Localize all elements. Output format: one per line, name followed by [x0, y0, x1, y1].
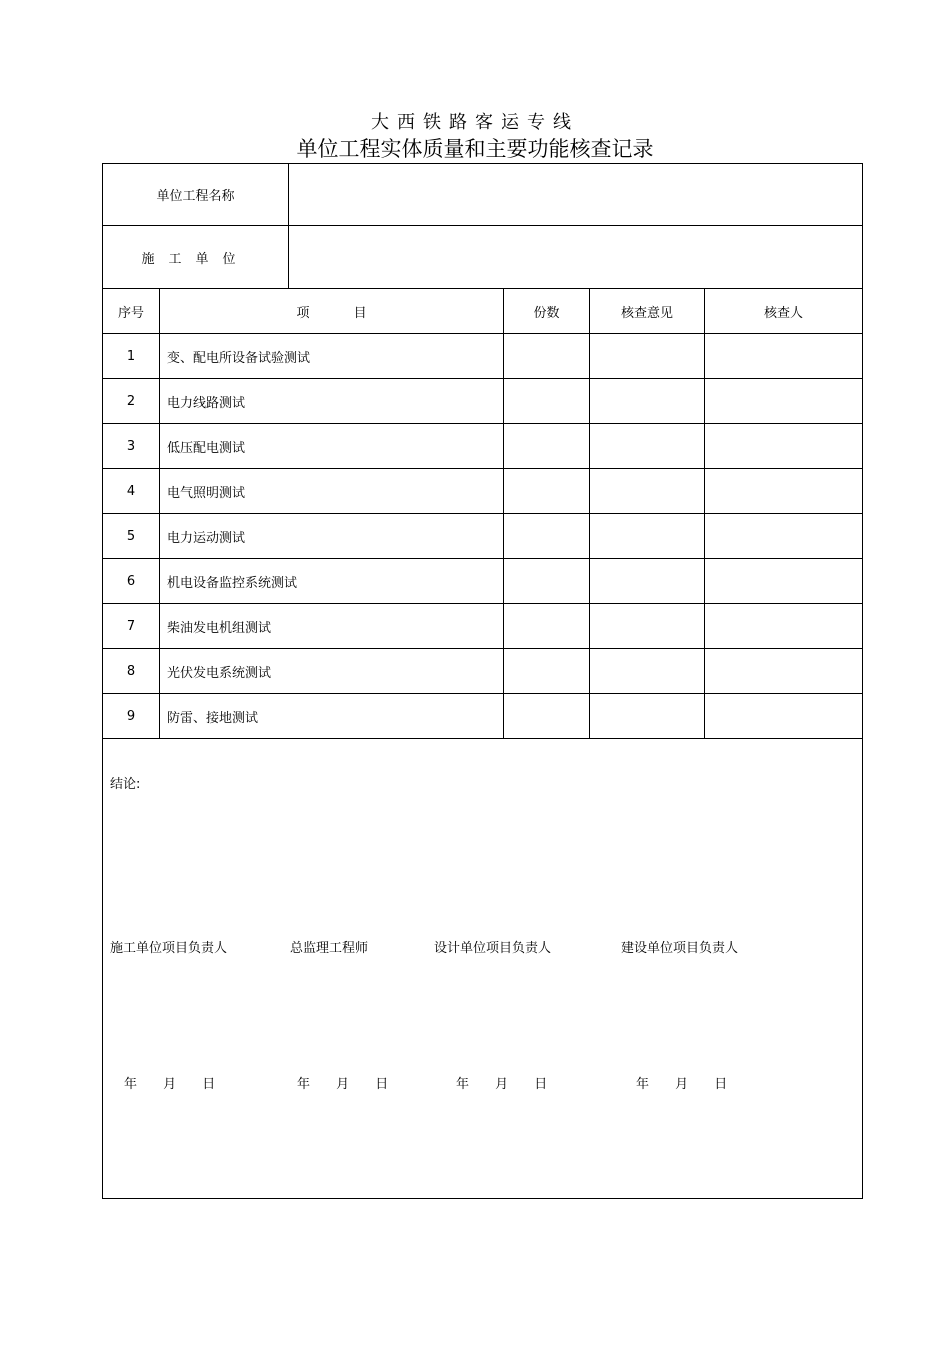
table-row	[103, 469, 863, 514]
signatory-owner-manager: 建设单位项目负责人	[621, 941, 739, 956]
row-opinion-field[interactable]	[590, 604, 705, 649]
row-no: 2	[103, 379, 160, 424]
row-checker-field[interactable]	[705, 514, 863, 559]
conclusion-row	[103, 739, 863, 1199]
inspection-form	[102, 163, 863, 1199]
unit-project-row	[103, 164, 863, 226]
row-checker-field[interactable]	[705, 649, 863, 694]
row-no: 6	[103, 559, 160, 604]
row-item: 机电设备监控系统测试	[160, 559, 504, 604]
conclusion-label: 结论:	[110, 777, 141, 792]
row-copies-field[interactable]	[504, 424, 590, 469]
table-row	[103, 559, 863, 604]
row-item: 防雷、接地测试	[160, 694, 504, 739]
row-item: 变、配电所设备试验测试	[160, 334, 504, 379]
row-no: 1	[103, 334, 160, 379]
row-copies-field[interactable]	[504, 559, 590, 604]
row-opinion-field[interactable]	[590, 379, 705, 424]
header-opinion: 核查意见	[590, 289, 705, 334]
table-row	[103, 334, 863, 379]
date-owner-manager: 年 月 日	[636, 1077, 728, 1092]
table-row	[103, 604, 863, 649]
unit-project-label: 单位工程名称	[103, 164, 289, 226]
signatory-chief-supervisor: 总监理工程师	[290, 941, 369, 956]
row-copies-field[interactable]	[504, 514, 590, 559]
document-title: 单位工程实体质量和主要功能核查记录	[296, 137, 654, 161]
row-copies-field[interactable]	[504, 379, 590, 424]
row-no: 7	[103, 604, 160, 649]
table-row	[103, 379, 863, 424]
row-checker-field[interactable]	[705, 469, 863, 514]
unit-project-field[interactable]	[289, 164, 863, 226]
table-row	[103, 649, 863, 694]
signatory-construction-manager: 施工单位项目负责人	[110, 941, 228, 956]
row-copies-field[interactable]	[504, 604, 590, 649]
row-item: 柴油发电机组测试	[160, 604, 504, 649]
row-opinion-field[interactable]	[590, 694, 705, 739]
row-no: 8	[103, 649, 160, 694]
row-no: 4	[103, 469, 160, 514]
header-checker: 核查人	[705, 289, 863, 334]
row-checker-field[interactable]	[705, 379, 863, 424]
table-row	[103, 694, 863, 739]
row-item: 电力线路测试	[160, 379, 504, 424]
row-checker-field[interactable]	[705, 694, 863, 739]
row-checker-field[interactable]	[705, 334, 863, 379]
row-opinion-field[interactable]	[590, 469, 705, 514]
conclusion-cell[interactable]	[103, 739, 863, 1199]
header-no: 序号	[103, 289, 160, 334]
header-item: 项 目	[160, 289, 504, 334]
row-copies-field[interactable]	[504, 469, 590, 514]
row-copies-field[interactable]	[504, 334, 590, 379]
row-checker-field[interactable]	[705, 604, 863, 649]
row-opinion-field[interactable]	[590, 424, 705, 469]
row-item: 电气照明测试	[160, 469, 504, 514]
row-item: 电力运动测试	[160, 514, 504, 559]
row-checker-field[interactable]	[705, 424, 863, 469]
row-opinion-field[interactable]	[590, 334, 705, 379]
row-checker-field[interactable]	[705, 559, 863, 604]
date-construction-manager: 年 月 日	[124, 1077, 216, 1092]
construction-unit-row	[103, 226, 863, 289]
row-copies-field[interactable]	[504, 649, 590, 694]
header-copies: 份数	[504, 289, 590, 334]
table-header-row	[103, 289, 863, 334]
signatory-design-manager: 设计单位项目负责人	[434, 941, 552, 956]
row-opinion-field[interactable]	[590, 559, 705, 604]
row-opinion-field[interactable]	[590, 649, 705, 694]
construction-unit-label: 施工单位	[103, 226, 289, 289]
table-row	[103, 514, 863, 559]
row-item: 低压配电测试	[160, 424, 504, 469]
row-no: 3	[103, 424, 160, 469]
row-no: 5	[103, 514, 160, 559]
document-supertitle: 大西铁路客运专线	[371, 112, 579, 133]
date-chief-supervisor: 年 月 日	[297, 1077, 389, 1092]
row-copies-field[interactable]	[504, 694, 590, 739]
date-design-manager: 年 月 日	[456, 1077, 548, 1092]
row-opinion-field[interactable]	[590, 514, 705, 559]
row-no: 9	[103, 694, 160, 739]
construction-unit-field[interactable]	[289, 226, 863, 289]
row-item: 光伏发电系统测试	[160, 649, 504, 694]
table-row	[103, 424, 863, 469]
